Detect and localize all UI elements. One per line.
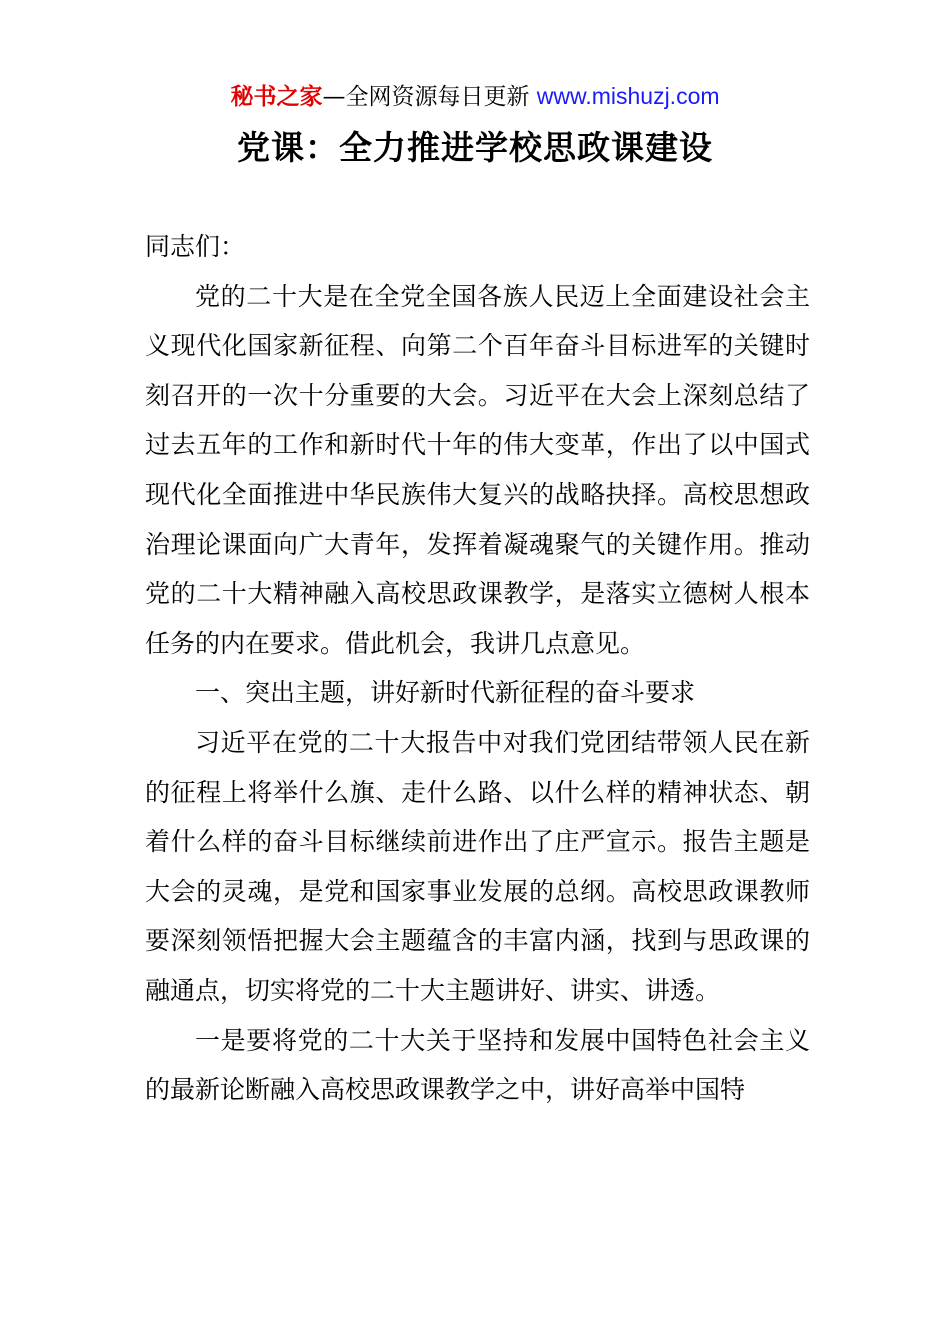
- site-header: [0, 80, 950, 113]
- body-paragraph: 习近平在党的二十大报告中对我们党团结带领人民在新的征程上将举什么旗、走什么路、以什么样的精神状态、朝着什么样的奋斗目标继续前进作出了庄严宣示。报告主题是大会的灵魂，是党和国家事业发展的总纲。高校思政课教师要深刻领悟把握大会主题蕴含的丰富内涵，找到与思政课的融通点，切实将党的二十大主题讲好、讲实、讲透。: [145, 727, 810, 1005]
- body-paragraph: 一是要将党的二十大关于坚持和发展中国特色社会主义的最新论断融入高校思政课教学之中，讲好高举中国特: [145, 1025, 810, 1105]
- brand-name: 秘书之家: [230, 84, 323, 110]
- site-url-link[interactable]: www.mishuzj.com: [536, 83, 720, 109]
- document-body: [145, 222, 810, 1115]
- body-paragraph: 党的二十大是在全党全国各族人民迈上全面建设社会主义现代化国家新征程、向第二个百年奋斗目标进军的关键时刻召开的一次十分重要的大会。习近平在大会上深刻总结了过去五年的工作和新时代十年的伟大变革，作出了以中国式现代化全面推进中华民族伟大复兴的战略抉择。高校思想政治理论课面向广大青年，发挥着凝魂聚气的关键作用。推动党的二十大精神融入高校思政课教学，是落实立德树人根本任务的内在要求。借此机会，我讲几点意见。: [145, 281, 810, 658]
- section-heading: 一、突出主题，讲好新时代新征程的奋斗要求: [195, 678, 696, 708]
- salutation: 同志们：: [145, 232, 246, 261]
- document-title: 党课：全力推进学校思政课建设: [237, 128, 713, 167]
- header-tagline: —全网资源每日更新: [322, 84, 537, 110]
